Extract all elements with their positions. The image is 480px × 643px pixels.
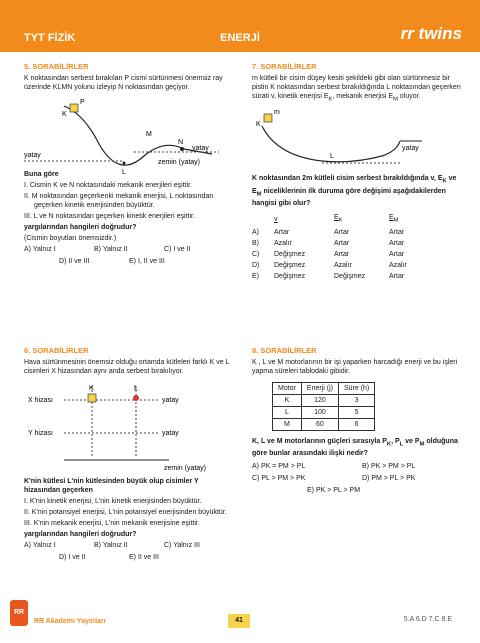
q7-option-cell: B) xyxy=(252,239,259,247)
q7-option-cell: A) xyxy=(252,228,259,236)
question-7 xyxy=(252,62,462,282)
q6-figure xyxy=(24,378,234,473)
q6-opt-E[interactable]: E) II ve III xyxy=(129,554,159,561)
q7-option-cell: Artar xyxy=(274,228,290,236)
q7-option-cell: Azalır xyxy=(389,261,407,269)
q6-question: yargılarından hangileri doğrudur? xyxy=(24,531,137,538)
q7-option-cell: Artar xyxy=(389,272,405,280)
q7-option-cell: Değişmez xyxy=(334,272,366,280)
brand-badge: RR xyxy=(10,600,28,626)
table-row: L 100 5 xyxy=(273,407,375,419)
q6-label-K: K xyxy=(89,385,94,392)
q7-label-m: m xyxy=(274,109,280,117)
q5-buna: Buna göre xyxy=(24,171,59,178)
q7-option-cell: Artar xyxy=(389,250,405,258)
q5-label-N: N xyxy=(178,139,184,146)
q5-yatay-right: yatay xyxy=(192,145,209,152)
q5-zemin: zemin (yatay) xyxy=(158,159,201,166)
q6-zemin: zemin (yatay) xyxy=(164,465,207,472)
question-6 xyxy=(24,346,234,563)
q7-option-cell: D) xyxy=(252,261,260,269)
q6-title: 6. SORABİLİRLER xyxy=(24,346,89,355)
q5-label-K: K xyxy=(62,111,67,118)
page-number: 41 xyxy=(228,614,250,628)
q7-option-cell: Artar xyxy=(389,239,405,247)
q5-opt-A[interactable]: A) Yalnız I xyxy=(24,246,56,253)
q7-option-cell: Artar xyxy=(334,239,350,247)
q5-question: yargılarından hangileri doğrudur? xyxy=(24,224,137,231)
q8-opt-C[interactable]: C) PL > PM > PK xyxy=(252,475,306,483)
q8-opt-B[interactable]: B) PK > PM > PL xyxy=(362,463,416,471)
q7-col-em: $E_M$ xyxy=(389,214,399,224)
brand-logo: rr twins xyxy=(400,24,462,43)
q8-opt-A[interactable]: A) PK = PM > PL xyxy=(252,463,306,471)
q6-label-X: X hizası xyxy=(28,397,53,404)
q7-option-cell: Değişmez xyxy=(274,261,306,269)
q7-option-cell: Azalır xyxy=(334,261,352,269)
q5-label-L: L xyxy=(122,169,126,176)
q5-note: (Cismin boyutları önemsizdir.) xyxy=(24,235,117,242)
table-row: K 120 3 xyxy=(273,395,375,407)
q5-item-2: II. M noktasından geçerkenki mekanik enerjisi, L noktasından geçerken kinetik enerjisinden büyüktür. xyxy=(24,193,214,209)
q7-option-cell: C) xyxy=(252,250,260,258)
topic-title: ENERJİ xyxy=(220,32,260,44)
q5-label-M: M xyxy=(146,131,152,138)
q6-text: Hava sürtünmesinin önemsiz olduğu ortamda kütleleri farklı K ve L cisimleri X hizasından aynı anda serbest bırakılıyor. xyxy=(24,359,230,375)
q7-option-cell: E) xyxy=(252,272,259,280)
header-bar xyxy=(0,0,480,52)
q7-title: 7. SORABİLİRLER xyxy=(252,62,317,71)
q6-label-Y: Y hizası xyxy=(28,430,53,437)
q5-title: 5. SORABİLİRLER xyxy=(24,62,89,71)
q5-item-3: III. L ve N noktasından geçerken kinetik enerjileri eşittir. xyxy=(24,213,195,220)
q6-item-1: I. K'nin kinetik enerjisi, L'nin kinetik enerjisinden büyüktür. xyxy=(24,498,202,505)
q6-item-3: III. K'nin mekanik enerjisi, L'nin mekanik enerjisine eşittir. xyxy=(24,520,200,527)
q6-yatay-1: yatay xyxy=(162,397,179,404)
q6-label-L: L xyxy=(134,385,138,392)
q7-question: K noktasından 2m kütleli cisim serbest bırakıldığında v, $E_K$ ve $E_M$ niceliklerinin ilk duruma göre değişimi aşağıdakilerden hangisi gibi olur? xyxy=(252,175,457,208)
footer-brand: RR Akademi Yayınları xyxy=(34,618,106,625)
q7-option-row[interactable] xyxy=(252,271,432,282)
q7-option-cell: Artar xyxy=(389,228,405,236)
q8-text: K , L ve M motorlarının bir işi yaparken harcadığı enerji ve bu işleri yapma süreleri tablodaki gibidir. xyxy=(252,359,458,375)
q7-option-row[interactable] xyxy=(252,249,432,260)
answer-key: 5.A 6.D 7.C 8.E xyxy=(403,616,452,623)
q7-option-cell: Artar xyxy=(334,228,350,236)
q8-th-motor: Motor xyxy=(273,383,302,395)
q7-option-cell: Artar xyxy=(334,250,350,258)
table-row: M 60 6 xyxy=(273,419,375,431)
q8-title: 8. SORABİLİRLER xyxy=(252,346,317,355)
q7-options-table xyxy=(252,212,432,281)
q6-opt-B[interactable]: B) Yalnız II xyxy=(94,542,128,549)
question-8 xyxy=(252,346,462,498)
q7-col-ek: $E_K$ xyxy=(334,214,343,224)
q7-yatay: yatay xyxy=(402,145,419,153)
subject-title: TYT FİZİK xyxy=(24,32,76,44)
q7-figure xyxy=(252,106,462,168)
q7-option-row[interactable] xyxy=(252,238,432,249)
q5-opt-E[interactable]: E) I, II ve III xyxy=(129,258,165,265)
q5-text: K noktasından serbest bırakılan P cismi sürtünmesi önemsiz ray üzerinde KLMN yolunu izleyip N noktasından geçiyor. xyxy=(24,75,223,91)
q8-opt-D[interactable]: D) PM > PL > PK xyxy=(362,475,416,483)
q6-opt-C[interactable]: C) Yalnız III xyxy=(164,542,200,549)
q7-label-L: L xyxy=(330,153,334,161)
q5-label-P: P xyxy=(80,99,85,106)
question-5 xyxy=(24,62,234,267)
q7-option-row[interactable] xyxy=(252,260,432,271)
q5-opt-B[interactable]: B) Yalnız II xyxy=(94,246,128,253)
q5-item-1: I. Cismin K ve N noktasındaki mekanik enerjileri eşittir. xyxy=(24,182,193,189)
footer xyxy=(0,610,480,643)
q8-question: K, L ve M motorlarının güçleri sırasıyla $P_K$, $P_L$ ve $P_M$ olduğuna göre bunlar arasındaki ilişki nedir? xyxy=(252,438,458,458)
q6-intro: K'nin kütlesi L'nin kütlesinden büyük olup cisimler Y hizasından geçerken xyxy=(24,478,199,494)
q6-opt-A[interactable]: A) Yalnız I xyxy=(24,542,56,549)
q8-opt-E[interactable]: E) PK > PL > PM xyxy=(307,487,361,495)
q5-yatay-left: yatay xyxy=(24,152,41,159)
q5-opt-D[interactable]: D) II ve III xyxy=(59,258,90,265)
q6-yatay-2: yatay xyxy=(162,430,179,437)
q7-option-cell: Azalır xyxy=(274,239,292,247)
q7-label-K: K xyxy=(256,121,261,129)
q7-col-v: v xyxy=(274,215,278,223)
q7-text: m kütleli bir cisim düşey kesiti şekildeki gibi olan sürtünmesiz bir pistin K noktasından serbest bırakıldığında L noktasından geçerken sürati v, kinetik enerjisi $E_K$, mekanik enerjisi $E_M$ oluyor. xyxy=(252,75,461,103)
q6-opt-D[interactable]: D) I ve II xyxy=(59,554,86,561)
q6-item-2: II. K'nin potansiyel enerjisi, L'nin potansiyel enerjisinden büyüktür. xyxy=(24,509,227,516)
q7-option-cell: Değişmez xyxy=(274,250,306,258)
q8-th-sure: Süre (h) xyxy=(338,383,374,395)
q5-opt-C[interactable]: C) I ve II xyxy=(164,246,191,253)
q8-th-enerji: Enerji (j) xyxy=(301,383,338,395)
q7-option-row[interactable] xyxy=(252,227,432,238)
q8-table xyxy=(272,382,375,431)
q7-option-cell: Değişmez xyxy=(274,272,306,280)
